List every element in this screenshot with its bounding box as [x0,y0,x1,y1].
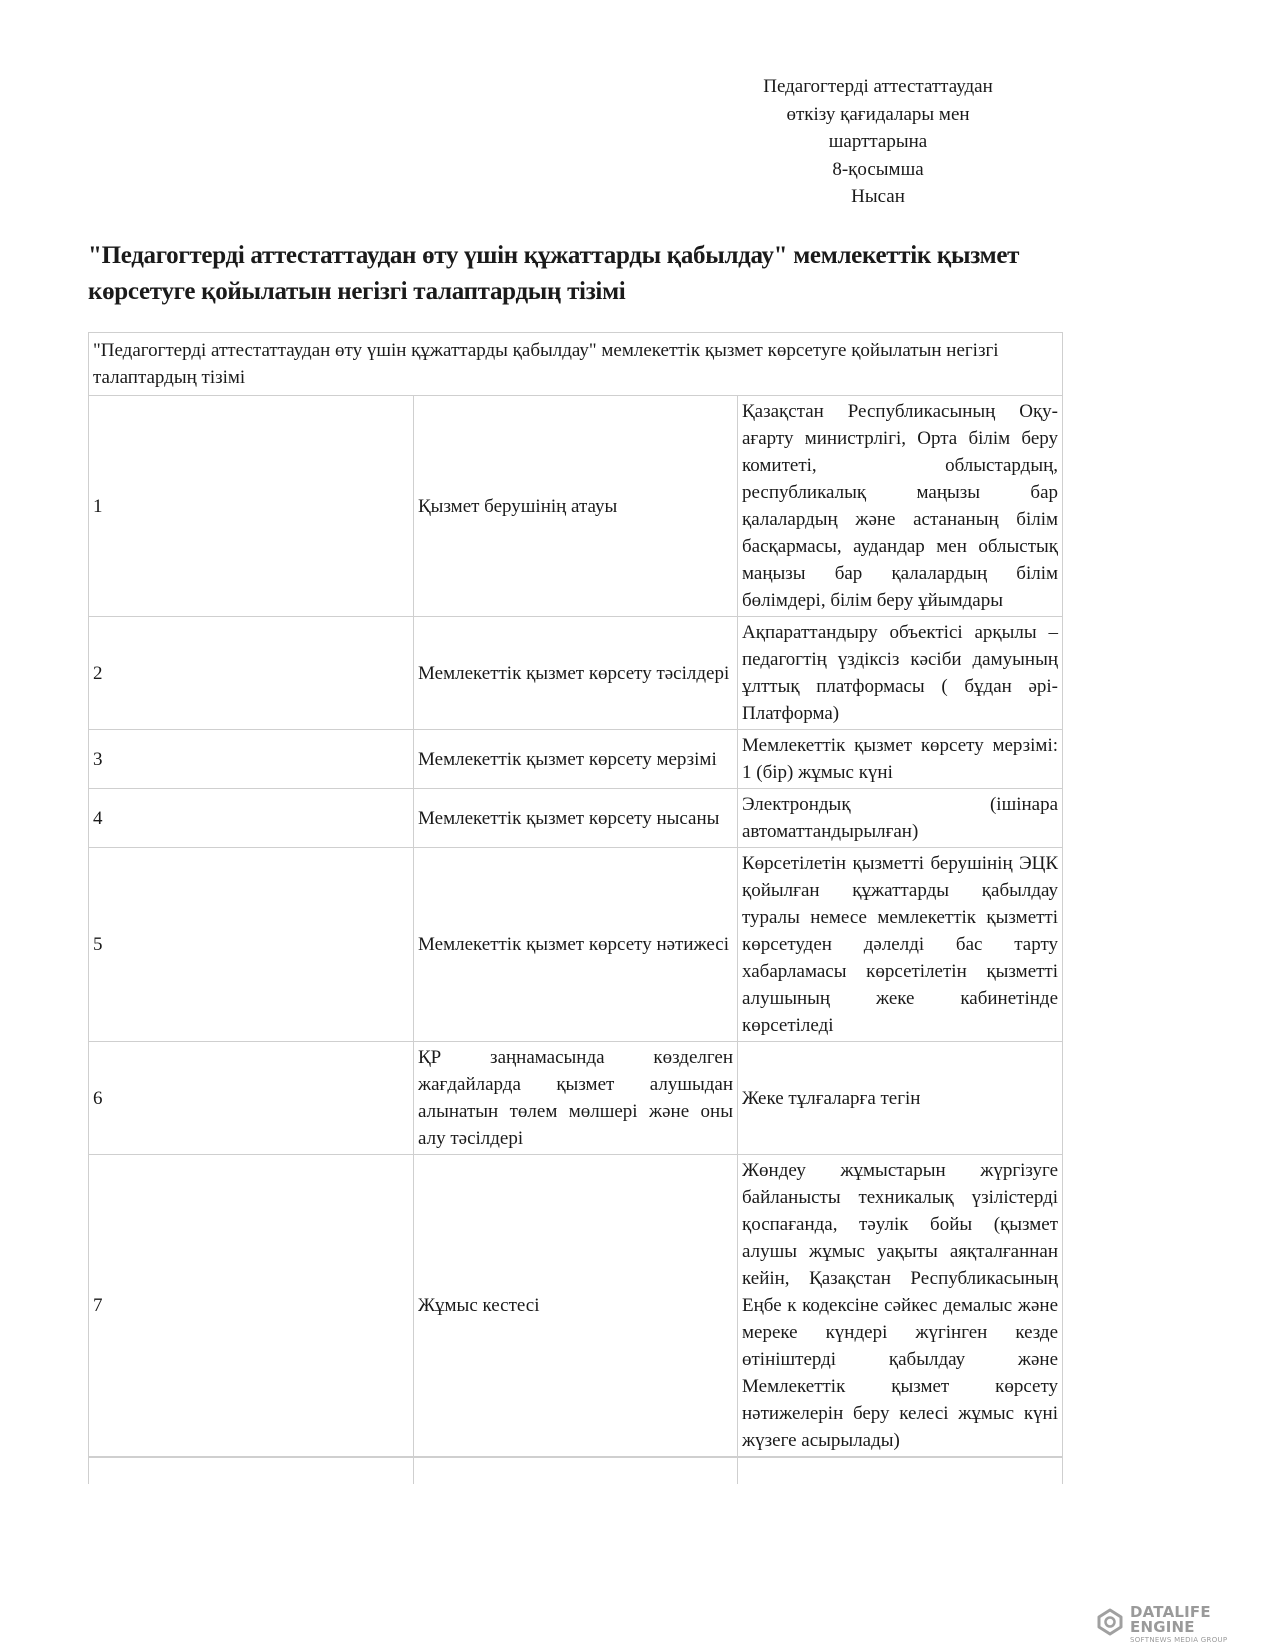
requirement-name: ҚР заңнамасында көзделген жағдайларда қызмет алушыдан алынатын төлем мөлшері және оны алу тәсілдері [414,1042,738,1155]
table-row [89,730,1063,789]
requirement-name: Мемлекеттік қызмет көрсету мерзімі [414,730,738,789]
appendix-header-line: Педагогтерді аттестаттаудан [763,76,993,97]
requirement-value: Қазақстан Республикасының Оқу-ағарту министрлігі, Орта білім беру комитеті, облыстардың, республикалық маңызы бар қалалардың және астананың білім басқармасы, аудандар мен облыстық маңызы бар қалалардың білім бөлімдері, білім беру ұйымдары [738,396,1063,617]
table-row [89,1155,1063,1458]
requirement-value: Мемлекеттік қызмет көрсету мерзімі: 1 (бір) жұмыс күні [738,730,1063,789]
table-row [89,848,1063,1042]
table-caption-row [89,333,1063,396]
requirements-table [88,332,1063,1484]
table-row [89,1042,1063,1155]
row-number: 1 [89,396,414,617]
requirement-value: Көрсетілетін қызметті берушінің ЭЦК қойылған құжаттарды қабылдау туралы немесе мемлекеттік қызметті көрсетуден дәлелді бас тарту хабарламасы көрсетілетін қызметті алушының жеке кабинетінде көрсетіледі [738,848,1063,1042]
form-label: Нысан [851,186,905,207]
empty-cell [414,1457,738,1484]
requirement-name: Мемлекеттік қызмет көрсету тәсілдері [414,617,738,730]
row-number: 2 [89,617,414,730]
table-row-truncated [89,1457,1063,1484]
requirement-name: Мемлекеттік қызмет көрсету нәтижесі [414,848,738,1042]
appendix-header-line: өткізу қағидалары мен [786,103,970,125]
table-row [89,789,1063,848]
requirement-value: Жөндеу жұмыстарын жүргізуге байланысты техникалық үзілістерді қоспағанда, тәулік бойы (қызмет алушы жұмыс уақыты аяқталғаннан кейін, Қазақстан Республикасының Еңбе к кодексіне сәйкес демалыс және мереке күндері жүгінген кезде өтініштерді қабылдау және Мемлекеттік қызмет көрсету нәтижелерін беру келесі жұмыс күні жүзеге асырылады) [738,1155,1063,1458]
table-row [89,396,1063,617]
watermark-subtitle: SOFTNEWS MEDIA GROUP [1130,1636,1228,1644]
requirement-value: Ақпараттандыру объектісі арқылы – педагогтің үздіксіз кәсіби дамуының ұлттық платформасы ( бұдан әрі-Платформа) [738,617,1063,730]
requirement-name: Жұмыс кестесі [414,1155,738,1458]
row-number: 7 [89,1155,414,1458]
requirement-name: Қызмет берушінің атауы [414,396,738,617]
empty-cell [738,1457,1063,1484]
document-title: "Педагогтерді аттестаттаудан өту үшін құжаттарды қабылдау" мемлекеттік қызмет көрсетуге қойылатын негізгі талаптардың тізімі [88,242,1020,305]
appendix-header-line: шарттарына [828,131,928,152]
empty-cell [89,1457,414,1484]
requirement-value: Жеке тұлғаларға тегін [738,1042,1063,1155]
table-caption: "Педагогтерді аттестаттаудан өту үшін құжаттарды қабылдау" мемлекеттік қызмет көрсетуге қойылатын негізгі талаптардың тізімі [89,333,1063,396]
table-row [89,617,1063,730]
datalife-logo-icon [1096,1608,1124,1641]
watermark [1096,1605,1275,1644]
row-number: 5 [89,848,414,1042]
requirement-value: Электрондық (ішінара автоматтандырылған) [738,789,1063,848]
watermark-brand: DATALIFE ENGINE [1130,1603,1211,1636]
row-number: 6 [89,1042,414,1155]
row-number: 3 [89,730,414,789]
appendix-number: 8-қосымша [832,158,924,180]
row-number: 4 [89,789,414,848]
requirement-name: Мемлекеттік қызмет көрсету нысаны [414,789,738,848]
